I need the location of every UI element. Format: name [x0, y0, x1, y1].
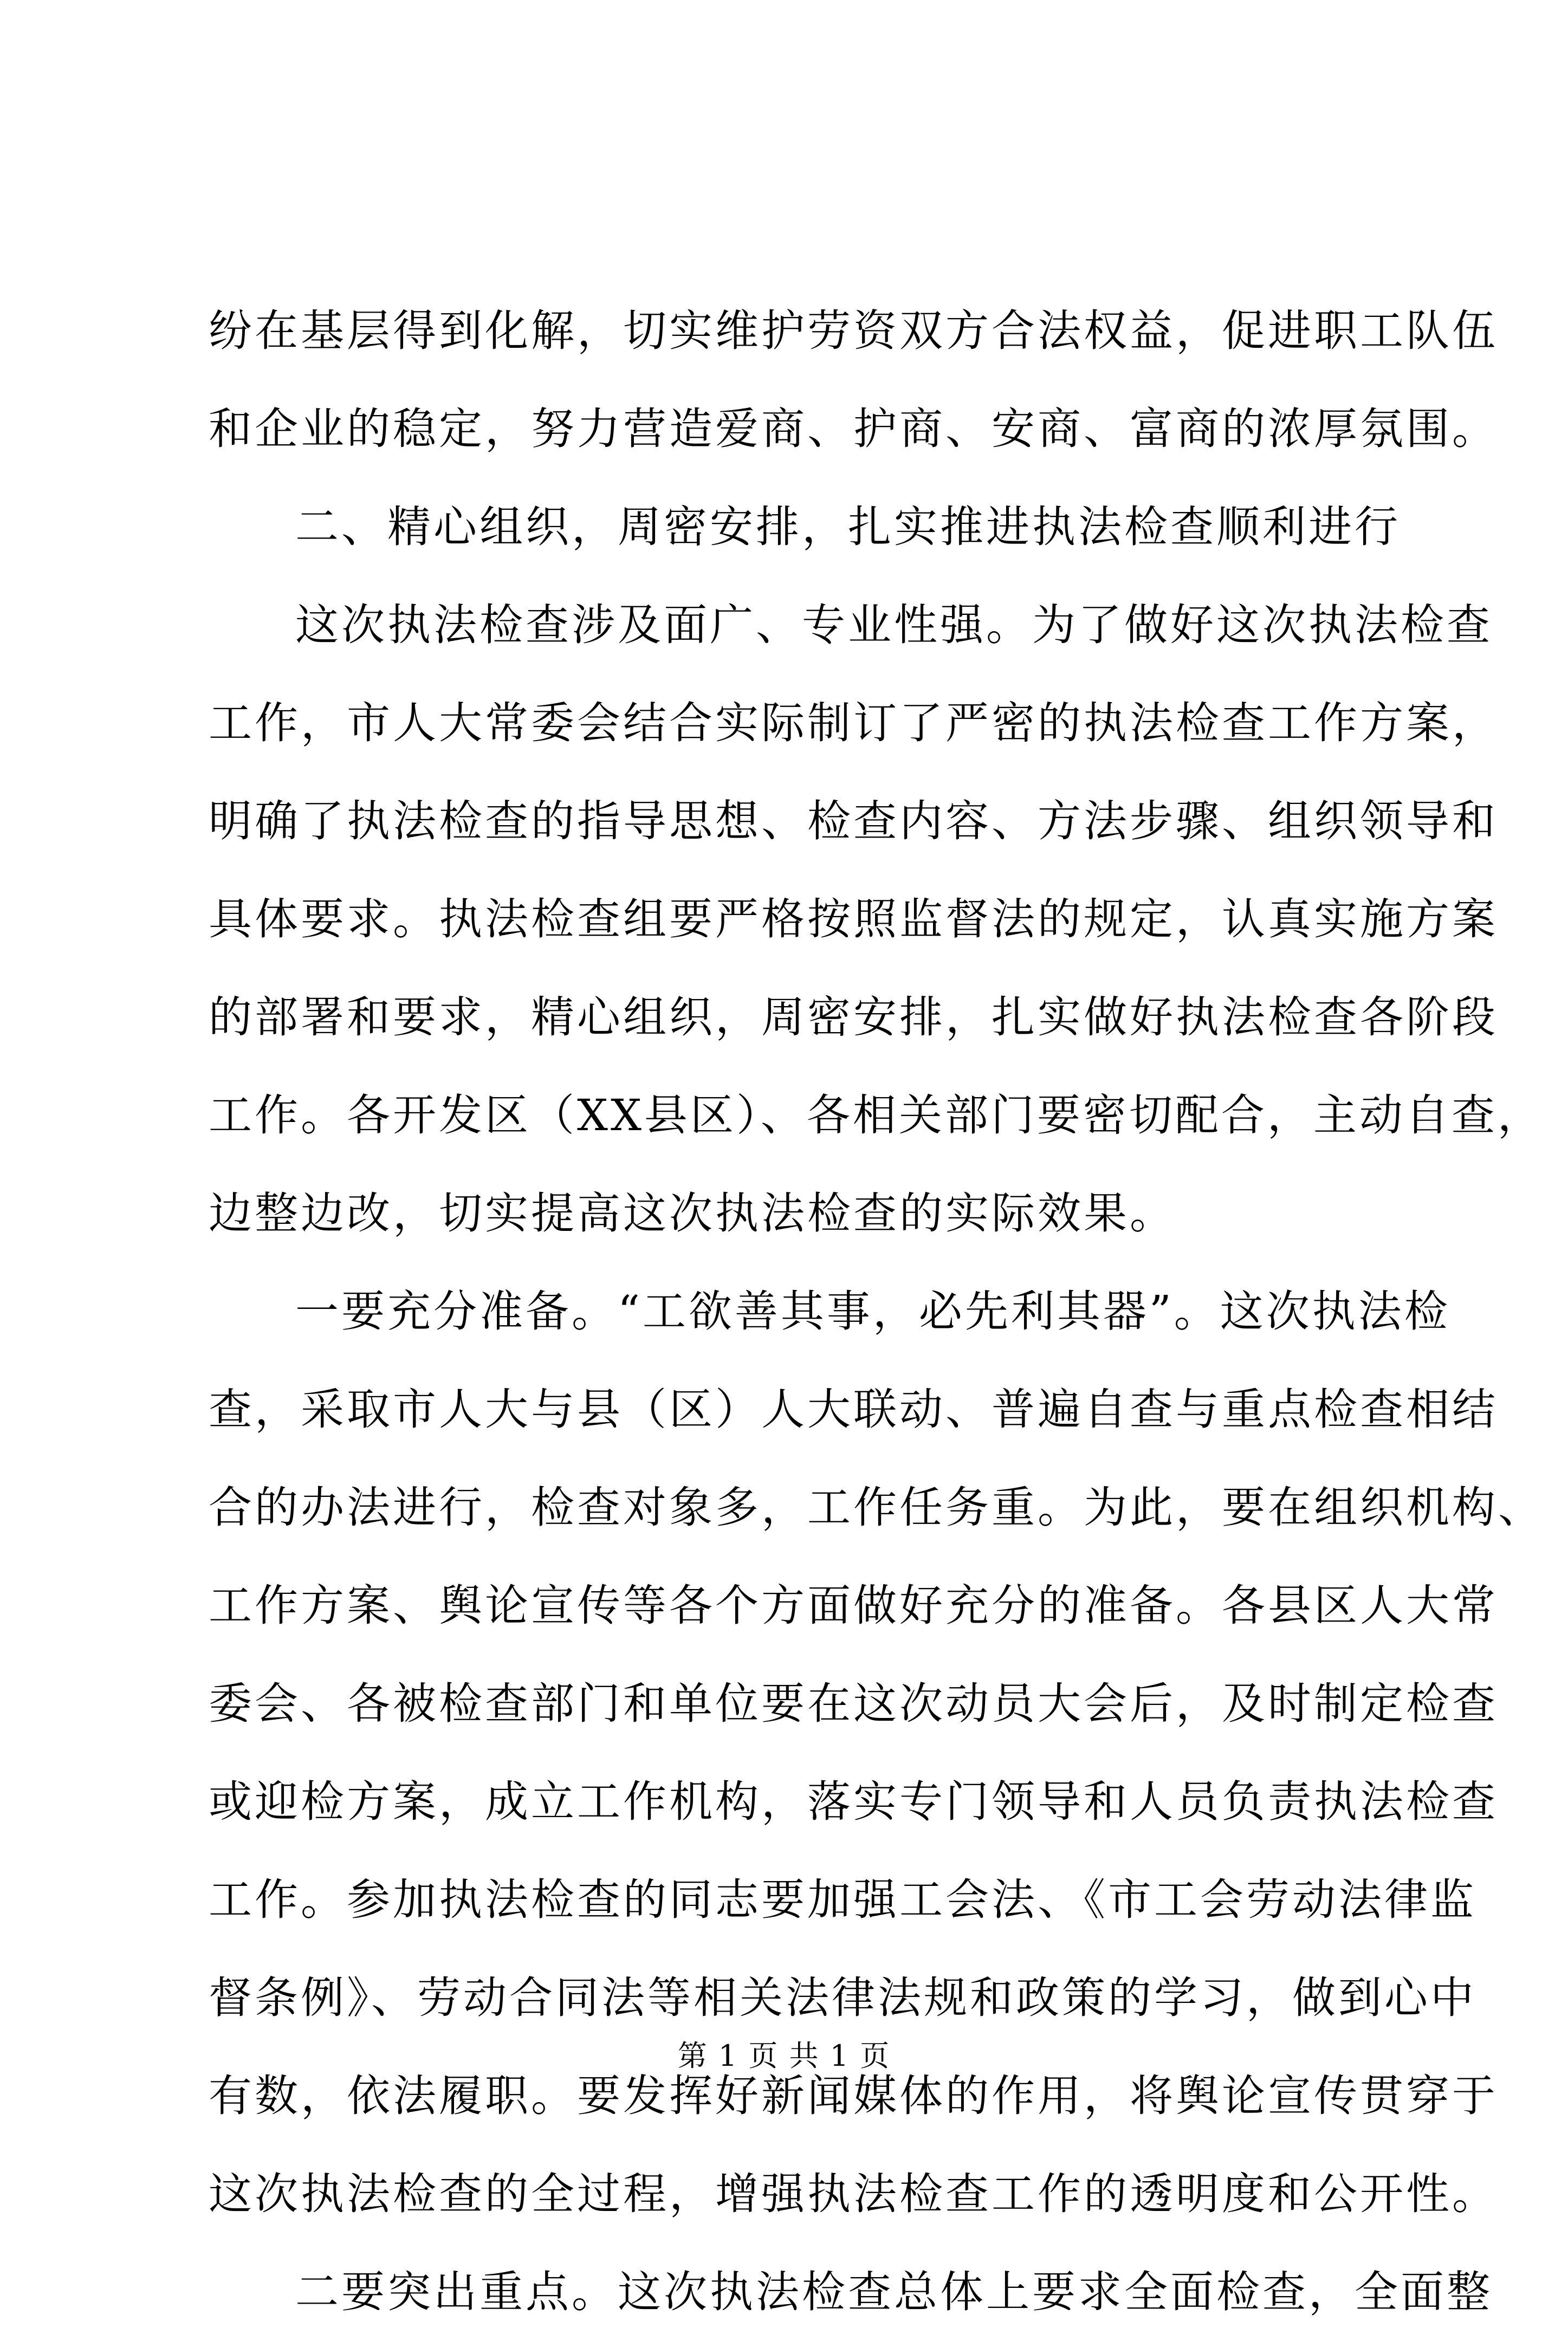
text-line: 的部署和要求，精心组织，周密安排，扎实做好执法检查各阶段 — [209, 992, 1498, 1042]
text-line: 这次执法检查的全过程，增强执法检查工作的透明度和公开性。 — [209, 2169, 1498, 2219]
paragraph-start: 二要突出重点。这次执法检查总体上要求全面检查，全面整 — [295, 2267, 1493, 2317]
text-line: 具体要求。执法检查组要严格按照监督法的规定，认真实施方案 — [209, 894, 1498, 944]
text-line: 督条例》、劳动合同法等相关法律法规和政策的学习，做到心中 — [209, 1973, 1476, 2023]
text-line: 工作，市人大常委会结合实际制订了严密的执法检查工作方案， — [209, 698, 1498, 748]
paragraph-start: 一要充分准备。“工欲善其事，必先利其器”。这次执法检 — [295, 1286, 1450, 1337]
text-line: 和企业的稳定，努力营造爱商、护商、安商、富商的浓厚氛围。 — [209, 404, 1498, 454]
text-line: 有数，依法履职。要发挥好新闻媒体的作用，将舆论宣传贯穿于 — [209, 2071, 1498, 2121]
document-body — [209, 282, 1544, 2341]
text-line: 查，采取市人大与县（区）人大联动、普遍自查与重点检查相结 — [209, 1384, 1498, 1435]
text-line: 工作方案、舆论宣传等各个方面做好充分的准备。各县区人大常 — [209, 1580, 1498, 1631]
text-line: 边整边改，切实提高这次执法检查的实际效果。 — [209, 1188, 1176, 1238]
page-number-label: 第 1 页 共 1 页 — [677, 2039, 891, 2073]
text-line: 明确了执法检查的指导思想、检查内容、方法步骤、组织领导和 — [209, 796, 1498, 846]
text-line: 工作。参加执法检查的同志要加强工会法、《市工会劳动法律监 — [209, 1875, 1476, 1925]
paragraph-start: 这次执法检查涉及面广、专业性强。为了做好这次执法检查 — [295, 600, 1493, 650]
page-footer — [0, 2034, 1568, 2078]
text-line: 委会、各被检查部门和单位要在这次动员大会后，及时制定检查 — [209, 1678, 1498, 1729]
text-line: 合的办法进行，检查对象多，工作任务重。为此，要在组织机构、 — [209, 1482, 1544, 1533]
text-line: 或迎检方案，成立工作机构，落实专门领导和人员负责执法检查 — [209, 1776, 1498, 1827]
text-line: 纷在基层得到化解，切实维护劳资双方合法权益，促进职工队伍 — [209, 306, 1498, 356]
text-line: 工作。各开发区（XX县区）、各相关部门要密切配合，主动自查， — [209, 1090, 1544, 1140]
section-heading: 二、精心组织，周密安排，扎实推进执法检查顺利进行 — [295, 502, 1401, 552]
